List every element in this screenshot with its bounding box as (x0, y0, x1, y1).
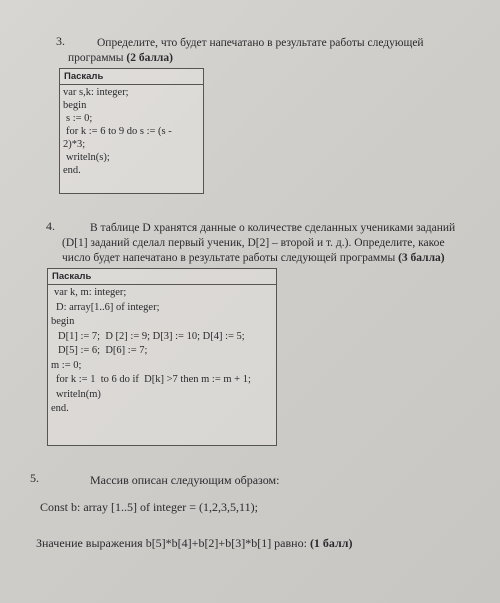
task3-code-line-4: for k := 6 to 9 do s := (s - (66, 126, 172, 137)
task3-code-lang: Паскаль (60, 69, 203, 85)
task3-code-line-2: begin (63, 100, 87, 111)
task3-code (60, 85, 203, 178)
task4-code-line-4: D[1] := 7; D [2] := 9; D[3] := 10; D[4] := 5; (58, 330, 245, 342)
task3-program-word: программы (68, 52, 124, 64)
task3-code-box (59, 68, 204, 194)
task3-number: 3. (56, 34, 65, 48)
task4-code-line-6: m := 0; (51, 359, 82, 371)
task3-text-line1: Определите, что будет напечатано в результате работы следующей (97, 37, 424, 49)
task4-code-box (47, 268, 277, 446)
task4-text-line1: В таблице D хранятся данные о количестве сделанных учениками заданий (90, 222, 456, 234)
task3-code-line-1: var s,k: integer; (63, 87, 129, 98)
task3-code-line-3: s := 0; (66, 113, 93, 124)
task5-points: (1 балл) (309, 536, 353, 550)
task4-code-line-2: D: array[1..6] of integer; (56, 301, 160, 313)
task4-code-line-1: var k, m: integer; (54, 287, 127, 298)
task3-code-line-6: writeln(s); (66, 152, 110, 163)
task3-text-line2 (68, 51, 173, 66)
task4-code-lang: Паскаль (48, 269, 276, 285)
task4-code-line-9: end. (51, 403, 69, 414)
task4-code (48, 285, 276, 418)
task4-number: 4. (46, 219, 55, 233)
task5-text-line2: Const b: array [1..5] of integer = (1,2,3,5,11); (40, 500, 258, 514)
task3-code-line-7: end. (63, 165, 81, 176)
task5-number: 5. (30, 471, 39, 485)
task5-text-line3 (36, 536, 353, 551)
task4-points: (3 балла) (398, 252, 445, 264)
task5-text-line3-main: Значение выражения b[5]*b[4]+b[2]+b[3]*b[1] равно: (36, 536, 307, 550)
task4-code-line-5: D[5] := 6; D[6] := 7; (58, 345, 148, 356)
task4-text-line2: (D[1] заданий сделал первый ученик, D[2] – второй и т. д.). Определите, какое (62, 237, 445, 249)
task3-code-line-5: 2)*3; (63, 139, 86, 150)
task4-code-line-3: begin (51, 316, 75, 327)
task4-code-line-8: writeln(m) (56, 388, 101, 400)
task5-text-line1: Массив описан следующим образом: (90, 473, 280, 487)
task4-text-line3 (62, 251, 445, 266)
task4-code-line-7: for k := 1 to 6 do if D[k] >7 then m := m + 1; (56, 374, 251, 385)
task4-text-line3-main: число будет напечатано в результате работы следующей программы (62, 252, 396, 264)
task3-points: (2 балла) (126, 52, 173, 64)
